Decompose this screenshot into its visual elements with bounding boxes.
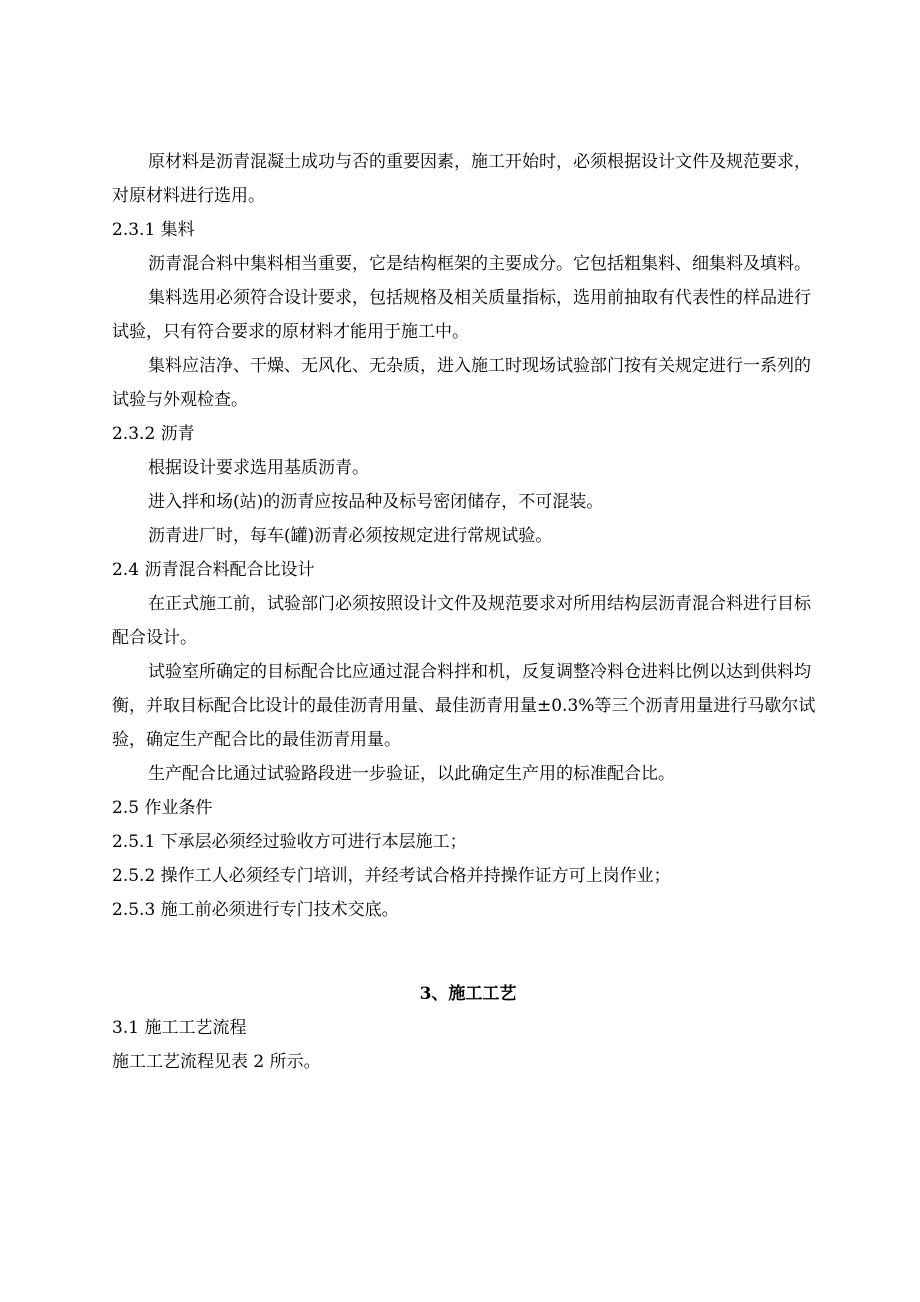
paragraph: 试验室所确定的目标配合比应通过混合料拌和机，反复调整冷料仓进料比例以达到供料均衡，并取目标配合比设计的最佳沥青用量、最佳沥青用量±0.3%等三个沥青用量进行马歇尔试验，确定生产配合比的最佳沥青用量。 [112,662,816,750]
heading-2-5: 2.5 作业条件 [112,798,213,818]
paragraph: 集料应洁净、干燥、无风化、无杂质，进入施工时现场试验部门按有关规定进行一系列的试验与外观检查。 [112,356,811,410]
list-item: 2.5.1 下承层必须经过验收方可进行本层施工； [112,832,467,852]
paragraph: 生产配合比通过试验路段进一步验证，以此确定生产用的标准配合比。 [148,764,675,784]
list-item: 2.5.2 操作工人必须经专门培训，并经考试合格并持操作证方可上岗作业； [112,866,671,886]
paragraph: 在正式施工前，试验部门必须按照设计文件及规范要求对所用结构层沥青混合料进行目标配合设计。 [112,594,811,648]
heading-2-3-1: 2.3.1 集料 [112,220,195,240]
paragraph: 进入拌和场(站)的沥青应按品种及标号密闭储存，不可混装。 [148,492,604,512]
intro-paragraph: 原材料是沥青混凝土成功与否的重要因素，施工开始时，必须根据设计文件及规范要求，对原材料进行选用。 [112,152,811,206]
paragraph: 沥青进厂时，每车(罐)沥青必须按规定进行常规试验。 [148,526,553,546]
paragraph: 沥青混合料中集料相当重要，它是结构框架的主要成分。它包括粗集料、细集料及填料。 [148,254,811,274]
list-item: 2.5.3 施工前必须进行专门技术交底。 [112,900,399,920]
document-body [112,145,824,1079]
paragraph: 根据设计要求选用基质沥青。 [148,458,369,478]
section-title-3: 3、施工工艺 [419,984,517,1004]
heading-3-1: 3.1 施工工艺流程 [112,1018,247,1038]
paragraph: 集料选用必须符合设计要求，包括规格及相关质量指标，选用前抽取有代表性的样品进行试验，只有符合要求的原材料才能用于施工中。 [112,288,811,342]
paragraph: 施工工艺流程见表 2 所示。 [112,1052,321,1072]
heading-2-4: 2.4 沥青混合料配合比设计 [112,560,315,580]
heading-2-3-2: 2.3.2 沥青 [112,424,195,444]
